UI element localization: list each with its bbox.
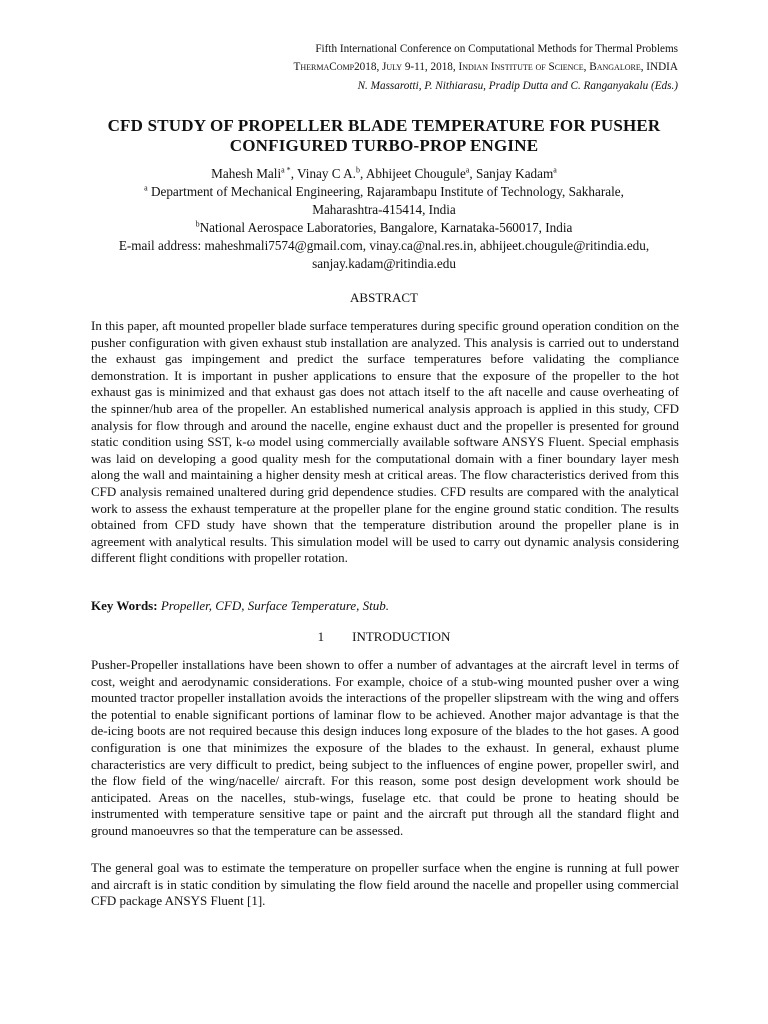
paper-title-line1: CFD STUDY OF PROPELLER BLADE TEMPERATURE FOR PUSHER [107,116,661,135]
conference-header-line2: ThermaComp2018, July 9-11, 2018, Indian Institute of Science, Bangalore, INDIA [293,61,678,73]
affiliation-mark: a [144,183,148,193]
affiliation-b: $^b$National Aerospace Laboratories, Bangalore, Karnataka-560017, India [195,219,573,235]
author-list [60,165,708,183]
affiliation-a: $^a$ Department of Mechanical Engineering, Rajarambapu Institute of Technology, Sakharale, [144,183,624,199]
keywords-text: Propeller, CFD, Surface Temperature, Stub. [157,598,390,613]
author-name: Mahesh Mali [211,166,282,181]
author-affiliation-mark: b [355,165,360,175]
email-line1: E-mail address: maheshmali7574@gmail.com, vinay.ca@nal.res.in, abhijeet.chougule@ritindia.edu, [118,238,650,253]
author-name: , Vinay C A. [290,166,356,181]
author-name: , Abhijeet Chougule [359,166,466,181]
keywords-label: Key Words: [91,598,158,613]
conference-header-line1: Fifth International Conference on Computational Methods for Thermal Problems [315,43,678,55]
section-title: INTRODUCTION [352,629,451,644]
affiliation-a-line2: Maharashtra-415414, India [312,202,456,217]
paper-title [60,116,708,156]
author-name: , Sanjay Kadam [469,166,554,181]
abstract-heading: ABSTRACT [350,290,418,305]
author-affiliation-mark: a * [281,165,291,175]
intro-paragraph-2: The general goal was to estimate the temperature on propeller surface when the engine is running at full power and aircraft is in static condition by simulating the flow field around the nacelle and propeller using commercial CFD package ANSYS Fluent [1]. [91,860,679,909]
affiliation-mark: b [195,219,200,229]
section-heading [60,629,708,645]
keywords [91,598,679,614]
paper-title-line2: CONFIGURED TURBO-PROP ENGINE [229,136,539,155]
author-affiliation-mark: a [553,165,557,175]
author-block [60,165,708,273]
section-number: 1 [317,629,325,644]
email-line2: sanjay.kadam@ritindia.edu [312,256,456,271]
editors-line: N. Massarotti, P. Nithiarasu, Pradip Dutta and C. Ranganyakalu (Eds.) [357,80,678,92]
abstract-text: In this paper, aft mounted propeller blade surface temperatures during specific ground operation condition on the pusher configuration with given exhaust stub installation are analyzed. This analysis is carried out to understand the exhaust gas impingement and predict the surface temperatures before validating the compliance demonstration. It is important in pusher applications to ensure that the exposure of the propeller to the hot exhaust gas is minimized and that exhaust gas does not attach itself to the aft nacelle and cause overheating of the spinner/hub area of the propeller. An established numerical analysis approach is applied in this study, CFD analysis for flow through and around the nacelle, engine exhaust duct and the propeller is presented for ground static condition using SST, k-ω model using commercially available software ANSYS Fluent. Special emphasis was laid on developing a good quality mesh for the computational domain with a finer boundary layer mesh along the wall and maintaining a higher density mesh at critical areas. The flow characteristics derived from this CFD analysis remained unaltered during grid dependence studies. CFD results are compared with the analytical work to assess the exhaust temperature at the propeller plane for the engine ground static condition. The results obtained from CFD study have shown that the temperature distribution around the propeller plane is in agreement with analytical results. This simulation model will be used to carry out dynamic analysis considering different flight conditions with propeller rotation. [91,318,679,566]
author-affiliation-mark: a [465,165,470,175]
intro-paragraph-1: Pusher-Propeller installations have been shown to offer a number of advantages at the aircraft level in terms of cost, weight and aerodynamic considerations. For example, choice of a stub-wing mounted pusher over a wing mounted tractor propeller installation avoids the interactions of the propeller slipstream with the wing and offers the potential to enable significant portions of laminar flow to be achieved. Another major advantage is that the de-icing boots are not required because this design induces long exposure of the blades to the hot gases. A good configuration is one that minimizes the exposure of the blades to the exhaust. In general, exhaust plume characteristics are very difficult to predict, being subject to the influences of engine power, propeller swirl, and the flow field of the wing/nacelle/ aircraft. For this reason, some post design development work should be anticipated. Areas on the nacelles, stub-wings, fuselage etc. that could be prone to heating should be instrumented with temperature sensitive tape or paint and the aircraft put through all the standard flight and ground manoeuvres so that the temperature can be assessed. [91,657,679,838]
